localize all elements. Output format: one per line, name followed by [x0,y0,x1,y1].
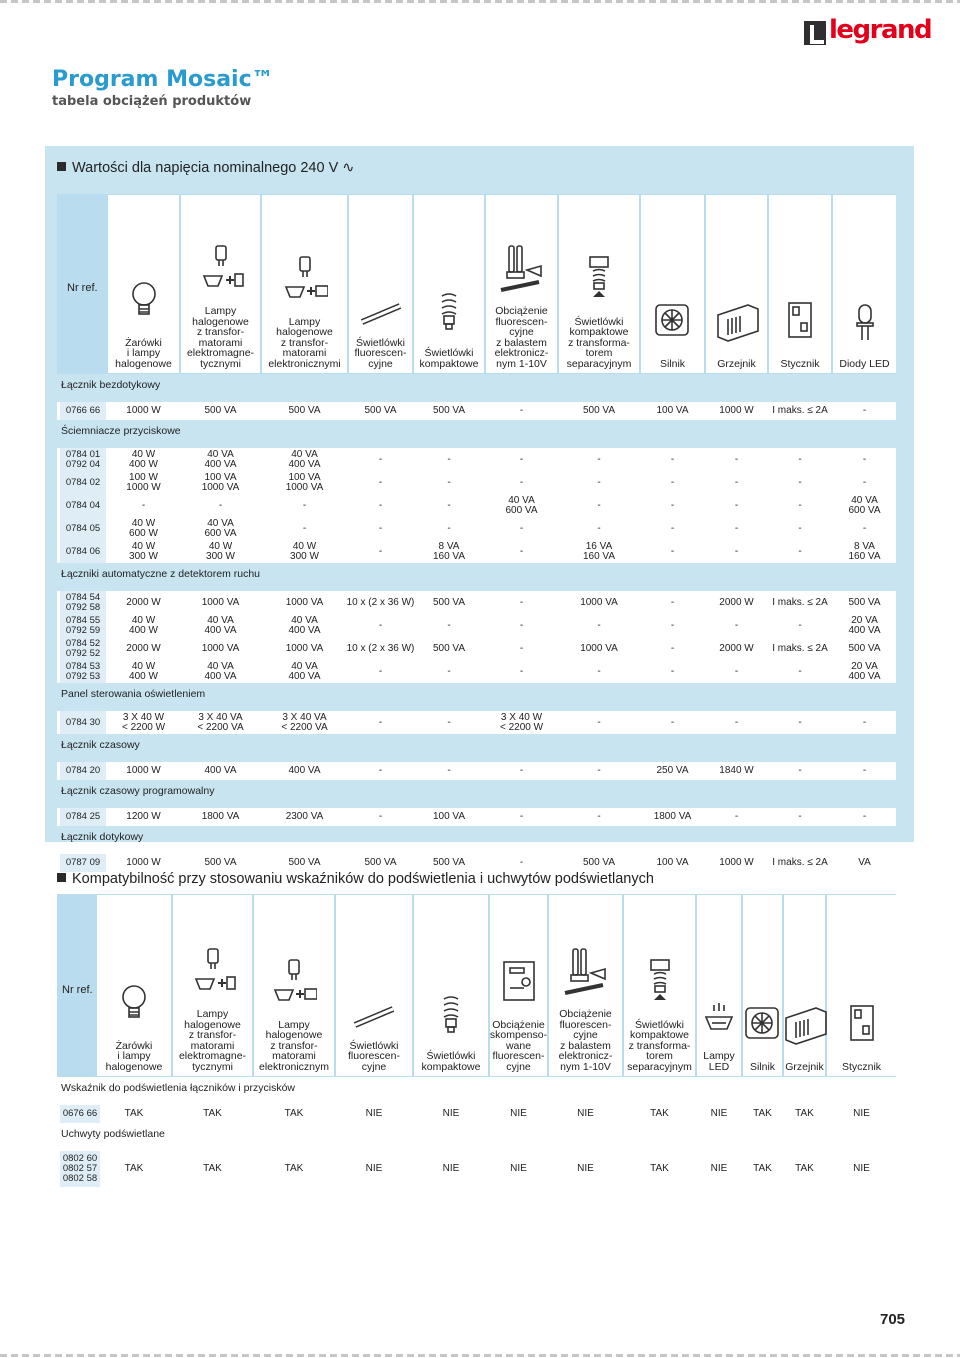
load-value: 100 VA [432,811,466,822]
load-value: TAK [753,1163,772,1174]
group-caption: Panel sterowania oświetleniem [61,688,206,700]
nr-ref-label: Nr ref. [67,282,98,294]
load-value: - [862,453,867,465]
column-header [641,195,704,373]
load-value: NIE [365,1163,383,1174]
heater-icon [782,996,828,1052]
load-value: 2300 VA [285,811,324,822]
load-value: NIE [442,1163,460,1174]
load-value: 40 W 300 W [206,540,235,562]
load-value: - [378,811,383,822]
motor-fan-icon [650,293,696,349]
column-header-label: Silnik [659,357,686,370]
load-value: - [519,665,524,677]
load-value: - [519,642,524,654]
load-value: - [597,619,601,631]
load-value: 2000 W [719,642,754,654]
load-value: - [447,499,451,511]
load-value: 1000 W [126,765,161,776]
load-value: - [597,665,601,677]
load-value: 2000 W [126,596,161,608]
table-row [57,402,896,420]
load-value: 1000 W [126,405,161,416]
load-value: TAK [650,1108,669,1119]
load-value: - [447,522,451,534]
ref-number: 0784 02 [65,476,101,488]
column-header-label: Lampy halogenowe z transfor- matorami elektromagne- tycznymi [186,305,255,370]
load-value: 500 VA [848,596,881,608]
heater-icon [714,293,760,349]
column-header-label: Grzejnik [785,1060,824,1073]
load-value: 3 X 40 W < 2200 W [499,711,544,733]
load-value: - [597,522,601,534]
load-value: - [798,476,802,488]
load-value: 1840 W [719,765,754,776]
column-header [349,195,412,373]
halogen-electronic-transformer-icon [271,954,317,1010]
load-value: 40 W 300 W [129,540,158,562]
motor-fan-icon [740,996,786,1052]
load-value: 1000 VA [580,596,618,608]
table-row [57,637,896,660]
load-value: TAK [203,1108,222,1119]
load-value: 500 VA [582,405,616,416]
column-header [490,895,547,1076]
load-value: NIE [577,1108,594,1119]
load-value: - [519,811,524,822]
column-header [549,895,622,1076]
column-header [559,195,639,373]
load-value: TAK [284,1108,304,1119]
load-value: - [378,716,383,728]
table-row [57,517,896,540]
column-header-label: Lampy halogenowe z transfor- matorami elektronicznymi [268,315,341,370]
load-value: - [597,811,601,822]
load-value: - [670,476,675,488]
column-header-label: Żarówki i lampy halogenowe [105,1039,163,1073]
compact-transformer-icon [576,251,622,307]
ref-number: 0784 20 [65,765,101,776]
load-value: NIE [577,1163,594,1174]
column-header-label: Świetlówki fluorescen- cyjne [354,336,407,370]
column-header-label: Lampy halogenowe z transfor- matorami elektromagne- tycznymi [178,1008,247,1073]
load-value: - [734,453,739,465]
load-value: - [734,619,739,631]
load-value: - [519,596,524,608]
load-value: - [734,665,739,677]
column-header [784,895,825,1076]
load-value: - [597,499,601,511]
fluorescent-ballast-icon [499,240,545,296]
load-value: - [670,545,675,557]
top-border [0,0,960,3]
column-header-label: Żarówki i lampy halogenowe [115,336,172,370]
load-value: 3 X 40 VA < 2200 VA [197,711,244,733]
load-value: 40 W 300 W [290,540,319,562]
table-row [57,448,896,471]
load-value: - [670,665,675,677]
column-header-label: Grzejnik [717,357,756,370]
column-header-label: Świetlówki kompaktowe [419,347,479,370]
ref-number: 0784 54 0792 58 [65,591,101,613]
load-value: NIE [510,1163,527,1174]
led-icon [842,293,888,349]
load-value: TAK [795,1108,814,1119]
load-value: NIE [710,1163,728,1174]
page-number: 705 [880,1311,906,1328]
bottom-border [0,1354,960,1357]
brand-name: legrand [829,15,932,45]
ref-number: 0784 25 [65,811,101,822]
ref-number: 0784 06 [65,545,101,557]
column-header [262,195,347,373]
load-value: NIE [853,1108,870,1119]
load-value: - [862,716,867,728]
ref-number: 0784 55 0792 59 [65,614,101,636]
load-value: - [519,405,524,416]
page-subtitle: tabela obciążeń produktów [52,94,252,109]
load-value: TAK [124,1163,144,1174]
load-value: 500 VA [582,857,616,868]
halogen-magnetic-transformer-icon [198,240,244,296]
ref-number: 0787 09 [65,857,101,868]
load-value: - [734,811,739,822]
load-value: 500 VA [288,857,321,868]
column-header-label: Obciążenie fluorescen- cyjne z balastem elektronicz- nym 1-10V [558,1008,613,1073]
load-value: - [597,476,601,488]
contactor-icon [777,293,823,349]
load-value: TAK [203,1163,222,1174]
load-value: 1000 W [126,857,161,868]
load-value: 40 VA 400 VA [204,614,237,636]
load-value: 400 VA [204,765,237,776]
load-value: 1000 VA [285,642,324,654]
load-value: 500 VA [364,405,397,416]
load-value: - [141,499,146,511]
load-value: - [519,522,524,534]
load-value: 1800 VA [653,811,692,822]
load-value: TAK [650,1163,669,1174]
load-value: 20 VA 400 VA [848,660,881,682]
load-value: 2000 W [126,642,161,654]
load-value: 40 VA 600 VA [204,517,237,539]
load-value: NIE [853,1163,870,1174]
load-value: - [734,476,739,488]
table-row [57,854,896,872]
column-header-label: Silnik [749,1060,776,1073]
compact-fluorescent-icon [428,985,474,1041]
load-value: - [670,596,675,608]
group-caption: Ściemniacze przyciskowe [61,425,181,437]
load-value: - [670,642,675,654]
load-value: - [447,476,451,488]
load-value: - [447,716,451,728]
column-header-label: Świetlówki fluorescen- cyjne [348,1039,400,1073]
load-value: - [734,499,739,511]
compact-fluorescent-icon [426,282,472,338]
load-value: 40 VA 400 VA [204,448,237,470]
load-value: - [447,619,451,631]
column-header [108,195,179,373]
load-value: - [378,453,383,465]
column-header [827,895,896,1076]
load-value: NIE [442,1108,460,1119]
load-value: 16 VA 160 VA [582,540,616,562]
column-header [624,895,695,1076]
led-lamp-icon [696,985,742,1041]
load-value: - [378,476,383,488]
table-row [57,711,896,734]
column-header-label: Obciążenie skompenso- wane fluorescen- cyjne [489,1018,548,1073]
load-value: - [378,665,383,677]
load-value: 10 x (2 x 36 W) [346,642,415,654]
load-value: - [798,545,802,557]
load-value: - [734,545,739,557]
load-value: 1000 W [719,857,754,868]
load-value: 100 VA [656,405,689,416]
page-title: Program Mosaic™ [52,67,274,92]
load-value: 100 VA [656,857,689,868]
table-row [57,660,896,683]
ref-number: 0784 53 0792 53 [65,660,101,682]
load-value: - [734,716,739,728]
column-header [769,195,831,373]
group-caption: Łącznik dotykowy [61,831,144,843]
load-value: - [447,765,451,776]
load-value: - [597,716,601,728]
load-value: - [670,522,675,534]
table-row [57,471,896,494]
load-value: 40 VA 600 VA [505,494,538,516]
load-value: 100 VA 1000 VA [285,471,324,493]
load-value: - [798,716,802,728]
load-value: - [798,765,802,776]
load-value: 40 VA 600 VA [848,494,881,516]
load-value: 8 VA 160 VA [848,540,881,562]
column-header [697,895,741,1076]
load-value: - [302,522,307,534]
load-value: 250 VA [656,765,689,776]
load-value: - [670,619,675,631]
ref-number: 0784 01 0792 04 [65,448,101,470]
load-value: 500 VA [432,642,466,654]
load-value: NIE [710,1108,728,1119]
load-value: 500 VA [432,405,466,416]
load-value: - [597,453,601,465]
group-caption: Łącznik czasowy programowalny [61,785,215,797]
table-row [57,614,896,637]
load-value: - [862,476,867,488]
load-value: 20 VA 400 VA [848,614,881,636]
column-header-label: Stycznik [841,1060,882,1073]
column-header [254,895,334,1076]
column-header [173,895,252,1076]
ref-number: 0676 66 [62,1108,98,1119]
load-value: - [378,522,383,534]
column-header-label: Diody LED [839,357,890,370]
load-value: - [798,499,802,511]
load-value: - [302,499,307,511]
load-value: - [798,453,802,465]
load-value: - [378,765,383,776]
load-value: 1000 VA [201,642,240,654]
load-value: 400 VA [288,765,321,776]
group-caption: Łącznik czasowy [61,739,140,751]
load-value: 3 X 40 W < 2200 W [121,711,166,733]
load-value: - [670,716,675,728]
legrand-mark-icon [804,21,826,45]
load-value: TAK [284,1163,304,1174]
load-value: 1000 W [719,405,754,416]
ref-number: 0784 30 [65,716,101,728]
column-header [97,895,171,1076]
load-value: I maks. ≤ 2A [772,642,828,654]
column-header [336,895,412,1076]
load-value: - [519,545,524,557]
load-value: 8 VA 160 VA [432,540,466,562]
load-value: 2000 W [719,596,754,608]
group-caption: Wskaźnik do podświetlenia łączników i przycisków [61,1082,296,1094]
load-value: 40 VA 400 VA [204,660,237,682]
column-header [414,195,484,373]
load-value: 500 VA [848,642,881,654]
load-value: 10 x (2 x 36 W) [346,596,415,608]
load-value: I maks. ≤ 2A [772,857,828,868]
load-value: - [862,765,867,776]
column-header [181,195,260,373]
load-value: - [519,476,524,488]
column-header-label: Stycznik [780,357,820,370]
column-header-label: Świetlówki kompaktowe z transforma- torem separacyjnym [566,315,632,370]
ref-number: 0784 05 [65,522,101,534]
load-value: 1000 VA [580,642,618,654]
column-header [414,895,488,1076]
column-header-label: Świetlówki kompaktowe z transforma- torem separacyjnym [627,1018,692,1073]
load-value: - [798,522,802,534]
load-value: I maks. ≤ 2A [772,596,828,608]
group-caption: Uchwyty podświetlane [61,1128,165,1140]
contactor-icon [839,996,885,1052]
bulb-halogen-icon [111,975,157,1031]
ref-number: 0766 66 [65,405,101,416]
section-1-heading: Wartości dla napięcia nominalnego 240 V ∿ [57,160,354,176]
load-value: TAK [124,1108,144,1119]
column-header-label: Obciążenie fluorescen- cyjne z balastem elektronicz- nym 1-10V [494,305,549,370]
load-value: 500 VA [432,857,466,868]
load-value: 500 VA [432,596,466,608]
load-value: - [798,665,802,677]
column-header [833,195,896,373]
load-value: 1200 W [126,811,161,822]
group-caption: Łącznik bezdotykowy [61,379,161,391]
load-value: 3 X 40 VA < 2200 VA [281,711,328,733]
load-value: - [447,453,451,465]
load-value: 500 VA [204,857,237,868]
column-header-label: Lampy halogenowe z transfor- matorami elektronicznym [258,1018,330,1073]
table-row [57,540,896,563]
halogen-magnetic-transformer-icon [190,943,236,999]
load-value: - [519,765,524,776]
ac-symbol-icon: ∿ [338,160,355,176]
group-caption: Łączniki automatyczne z detektorem ruchu [61,568,261,580]
load-value: 500 VA [204,405,237,416]
load-value: - [734,522,739,534]
load-value: 40 W 400 W [129,614,158,636]
load-value: 40 W 600 W [129,517,158,539]
load-value: VA [858,857,871,868]
load-value: - [447,665,451,677]
column-header-label: Lampy LED [703,1050,735,1073]
load-value: - [378,499,383,511]
load-value: 40 VA 400 VA [288,660,321,682]
table-row [57,591,896,614]
load-value: 500 VA [364,857,397,868]
ref-number: 0802 60 0802 57 0802 58 [62,1153,98,1184]
load-value: TAK [753,1108,772,1119]
load-value: 1800 VA [201,811,240,822]
table-row [57,762,896,780]
load-value: 1000 VA [201,596,240,608]
column-header [486,195,557,373]
load-value: NIE [365,1108,383,1119]
ref-number: 0784 52 0792 52 [65,637,101,659]
table-row [57,494,896,517]
legrand-logo [804,15,932,50]
load-value: - [798,619,802,631]
load-value: 40 VA 400 VA [288,614,321,636]
load-value: - [519,857,524,868]
load-value: I maks. ≤ 2A [772,405,828,416]
column-header [706,195,767,373]
load-value: - [218,499,223,511]
load-value: - [798,811,802,822]
load-value: - [862,405,867,416]
compensated-fluorescent-icon [496,954,542,1010]
fluorescent-tube-icon [351,975,397,1031]
load-value: - [862,522,867,534]
load-value: NIE [510,1108,527,1119]
load-value: 500 VA [288,405,321,416]
load-value: - [670,499,675,511]
column-header [743,895,782,1076]
load-value: 40 VA 400 VA [288,448,321,470]
compact-transformer-icon [637,954,683,1010]
load-value: - [862,811,867,822]
load-value: 40 W 400 W [129,448,158,470]
nr-ref-label: Nr ref. [62,984,93,996]
ref-number: 0784 04 [65,499,101,511]
bulb-halogen-icon [121,272,167,328]
load-value: - [670,453,675,465]
table-row [57,808,896,826]
load-value: 40 W 400 W [129,660,158,682]
load-value: - [378,619,383,631]
section-2-heading: Kompatybilność przy stosowaniu wskaźników do podświetlenia i uchwytów podświetlanych [57,871,654,887]
load-value: - [378,545,383,557]
column-header-label: Świetlówki kompaktowe [421,1050,481,1073]
load-value: 1000 VA [285,596,324,608]
fluorescent-ballast-icon [563,943,609,999]
load-value: 100 W 1000 W [126,471,161,493]
halogen-electronic-transformer-icon [282,251,328,307]
load-value: - [597,765,601,776]
load-value: - [519,619,524,631]
load-value: TAK [795,1163,814,1174]
load-value: 100 VA 1000 VA [201,471,240,493]
load-value: - [519,453,524,465]
fluorescent-tube-icon [358,272,404,328]
